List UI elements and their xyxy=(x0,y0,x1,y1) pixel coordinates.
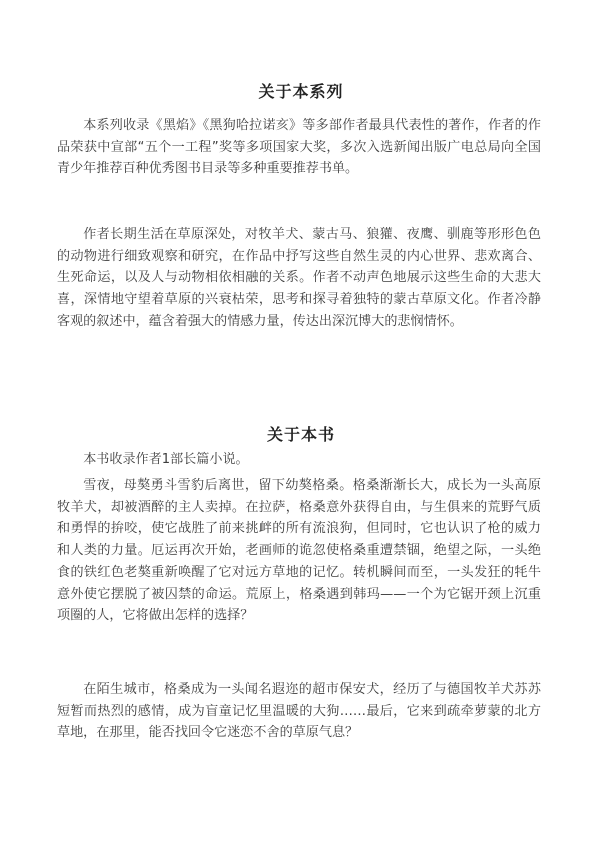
series-section-title: 关于本系列 xyxy=(258,82,344,101)
series-paragraph-2: 作者长期生活在草原深处，对牧羊犬、蒙古马、狼獾、夜鹰、驯鹿等形形色色的动物进行细致观察和研究，在作品中抒写这些自然生灵的内心世界、悲欢离合、生死命运，以及人与动物相依相融的关系。作者不动声色地展示这些生命的大悲大喜，深情地守望着草原的兴衰枯荣，思考和探寻着独特的蒙古草原文化。作者冷静客观的叙述中，蕴含着强大的情感力量，传达出深沉博大的悲悯情怀。 xyxy=(57,227,541,329)
series-paragraph-1: 本系列收录《黑焰》《黑狗哈拉诺亥》等多部作者最具代表性的著作，作者的作品荣获中宣部“五个一工程”奖等多项国家大奖，多次入选新闻出版广电总局向全国青少年推荐百种优秀图书目录等多种重要推荐书单。 xyxy=(57,118,541,177)
book-paragraph-3: 在陌生城市，格桑成为一头闻名遐迩的超市保安犬，经历了与德国牧羊犬苏苏短暂而热烈的感情，成为盲童记忆里温暖的大狗……最后，它来到疏牵萝蒙的北方草地，在那里，能否找回令它迷恋不舍的草原气息？ xyxy=(57,682,541,741)
book-paragraph-2: 雪夜，母獒勇斗雪豹后离世，留下幼獒格桑。格桑渐渐长大，成长为一头高原牧羊犬，却被酒醉的主人卖掉。在拉萨，格桑意外获得自由，与生俱来的荒野气质和勇悍的拚咬，使它战胜了前来挑衅的所有流浪狗，但同时，它也认识了枪的威力和人类的力量。厄运再次开始，老画师的诡忽使格桑重遭禁锢，绝望之际，一头绝食的铁红色老獒重新唤醒了它对远方草地的记忆。转机瞬间而至，一头发狂的牦牛意外使它摆脱了被囚禁的命运。荒原上，格桑遇到韩玛——一个为它锯开颈上沉重项圈的人，它将做出怎样的选择？ xyxy=(57,478,541,624)
book-section-title: 关于本书 xyxy=(266,425,335,444)
book-paragraph-1: 本书收录作者1部长篇小说。 xyxy=(83,452,249,467)
